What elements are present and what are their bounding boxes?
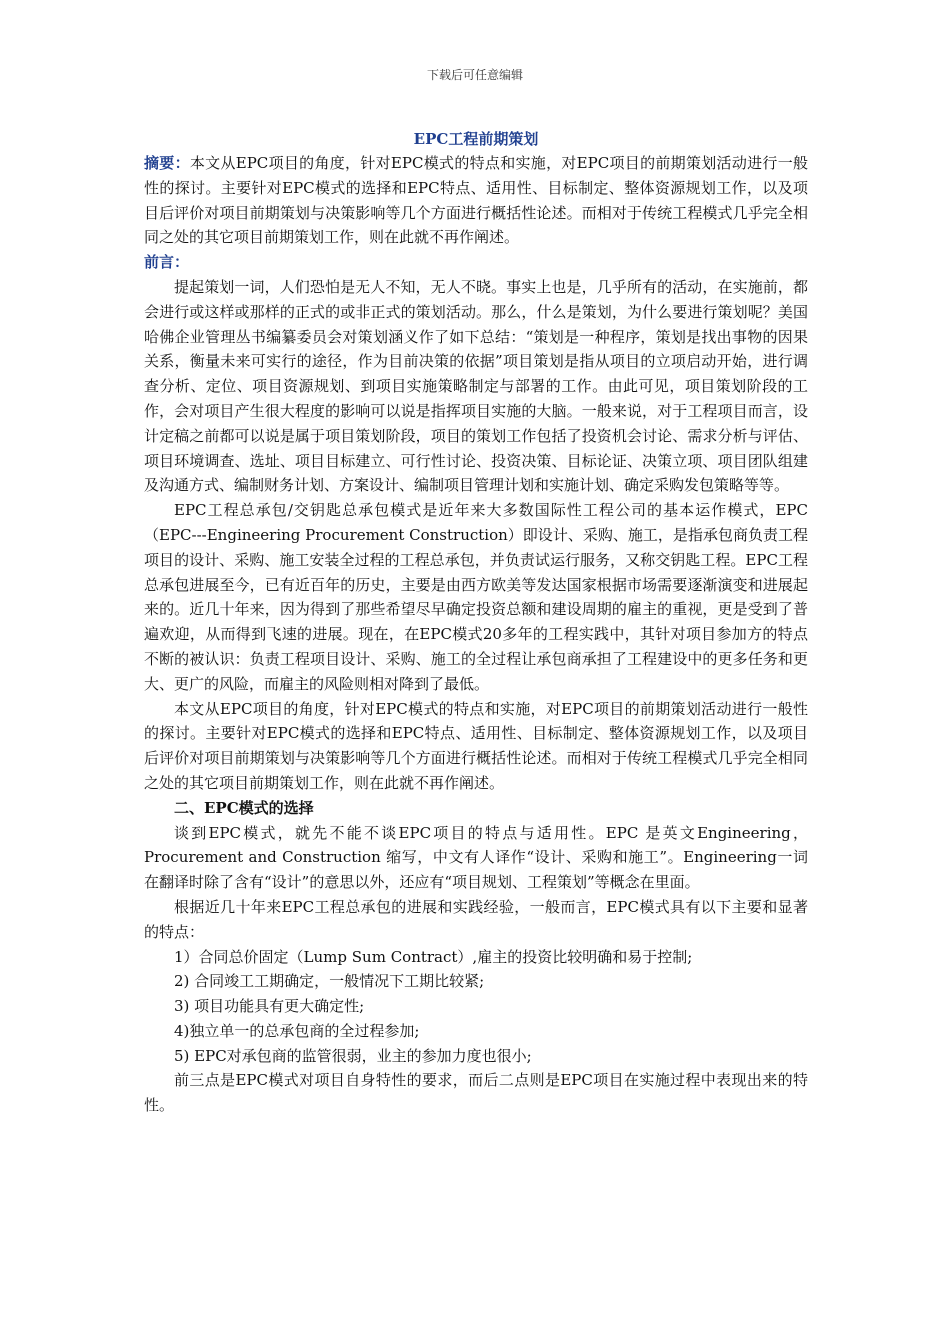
list-item: 1）合同总价固定（Lump Sum Contract）,雇主的投资比较明确和易于控制; <box>174 947 693 966</box>
paragraph-2: EPC工程总承包/交钥匙总承包模式是近年来大多数国际性工程公司的基本运作模式，EPC（EPC---Engineering Procurement Construction）即设计、采购、施工，是指承包商负责工程项目的设计、采购、施工安装全过程的工程总承包，并负责试运行服务，又称交钥匙工程。EPC工程总承包进展至今，已有近百年的历史，主要是由西方欧美等发达国家根据市场需要逐渐演变和进展起来的。近几十年来，因为得到了那些希望尽早确定投资总额和建设周期的雇主的重视，更是受到了普遍欢迎，从而得到飞速的进展。现在，在EPC模式20多年的工程实践中，其针对项目参加方的特点不断的被认识：负责工程项目设计、采购、施工的全过程让承包商承担了工程建设中的更多任务和更大、更广的风险，而雇主的风险则相对降到了最低。 <box>144 501 808 693</box>
paragraph-6: 前三点是EPC模式对项目自身特性的要求，而后二点则是EPC项目在实施过程中表现出来的特性。 <box>144 1071 808 1115</box>
paragraph-4: 谈到EPC模式，就先不能不谈EPC项目的特点与适用性。EPC 是英文Engineering，Procurement and Construction 缩写，中文有人译作“设计、采购和施工”。Engineering一词在翻译时除了含有“设计”的意思以外，还应有“项目规划、工程策划”等概念在里面。 <box>144 823 808 892</box>
list-item: 4)独立单一的总承包商的全过程参加; <box>174 1021 420 1040</box>
abstract-label: 摘要： <box>144 154 190 172</box>
abstract-text: 本文从EPC项目的角度，针对EPC模式的特点和实施，对EPC项目的前期策划活动进行一般性的探讨。主要针对EPC模式的选择和EPC特点、适用性、目标制定、整体资源规划工作，以及项目后评价对项目前期策划与决策影响等几个方面进行概括性论述。而相对于传统工程模式几乎完全相同之处的其它项目前期策划工作，则在此就不再作阐述。 <box>144 154 808 247</box>
section-2-heading: 二、EPC模式的选择 <box>174 798 314 817</box>
list-item: 3) 项目功能具有更大确定性; <box>174 997 365 1016</box>
list-item: 2) 合同竣工工期确定，一般情况下工期比较紧; <box>174 972 485 991</box>
document-title: EPC工程前期策划 <box>413 130 539 148</box>
page-header: 下载后可任意编辑 <box>426 68 523 82</box>
paragraph-5: 根据近几十年来EPC工程总承包的进展和实践经验，一般而言，EPC模式具有以下主要和显著的特点： <box>144 897 808 941</box>
paragraph-1: 提起策划一词，人们恐怕是无人不知，无人不晓。事实上也是，几乎所有的活动，在实施前，都会进行或这样或那样的正式的或非正式的策划活动。那么，什么是策划，为什么要进行策划呢？美国哈佛企业管理丛书编纂委员会对策划涵义作了如下总结：“策划是一种程序，策划是找出事物的因果关系，衡量未来可实行的途径，作为目前决策的依据”项目策划是指从项目的立项启动开始，进行调查分析、定位、项目资源规划、到项目实施策略制定与部署的工作。由此可见，项目策划阶段的工作，会对项目产生很大程度的影响可以说是指挥项目实施的大脑。一般来说，对于工程项目而言，设计定稿之前都可以说是属于项目策划阶段，项目的策划工作包括了投资机会讨论、需求分析与评估、项目环境调查、选址、项目目标建立、可行性讨论、投资决策、目标论证、决策立项、项目团队组建及沟通方式、编制财务计划、方案设计、编制项目管理计划和实施计划、确定采购发包策略等等。 <box>144 277 808 495</box>
abstract-paragraph <box>144 151 808 250</box>
preface-label: 前言： <box>144 253 190 272</box>
list-item: 5) EPC对承包商的监管很弱，业主的参加力度也很小; <box>174 1046 532 1065</box>
document-body <box>144 127 808 1118</box>
paragraph-3: 本文从EPC项目的角度，针对EPC模式的特点和实施，对EPC项目的前期策划活动进行一般性的探讨。主要针对EPC模式的选择和EPC特点、适用性、目标制定、整体资源规划工作，以及项目后评价对项目前期策划与决策影响等几个方面进行概括性论述。而相对于传统工程模式几乎完全相同之处的其它项目前期策划工作，则在此就不再作阐述。 <box>144 699 808 792</box>
